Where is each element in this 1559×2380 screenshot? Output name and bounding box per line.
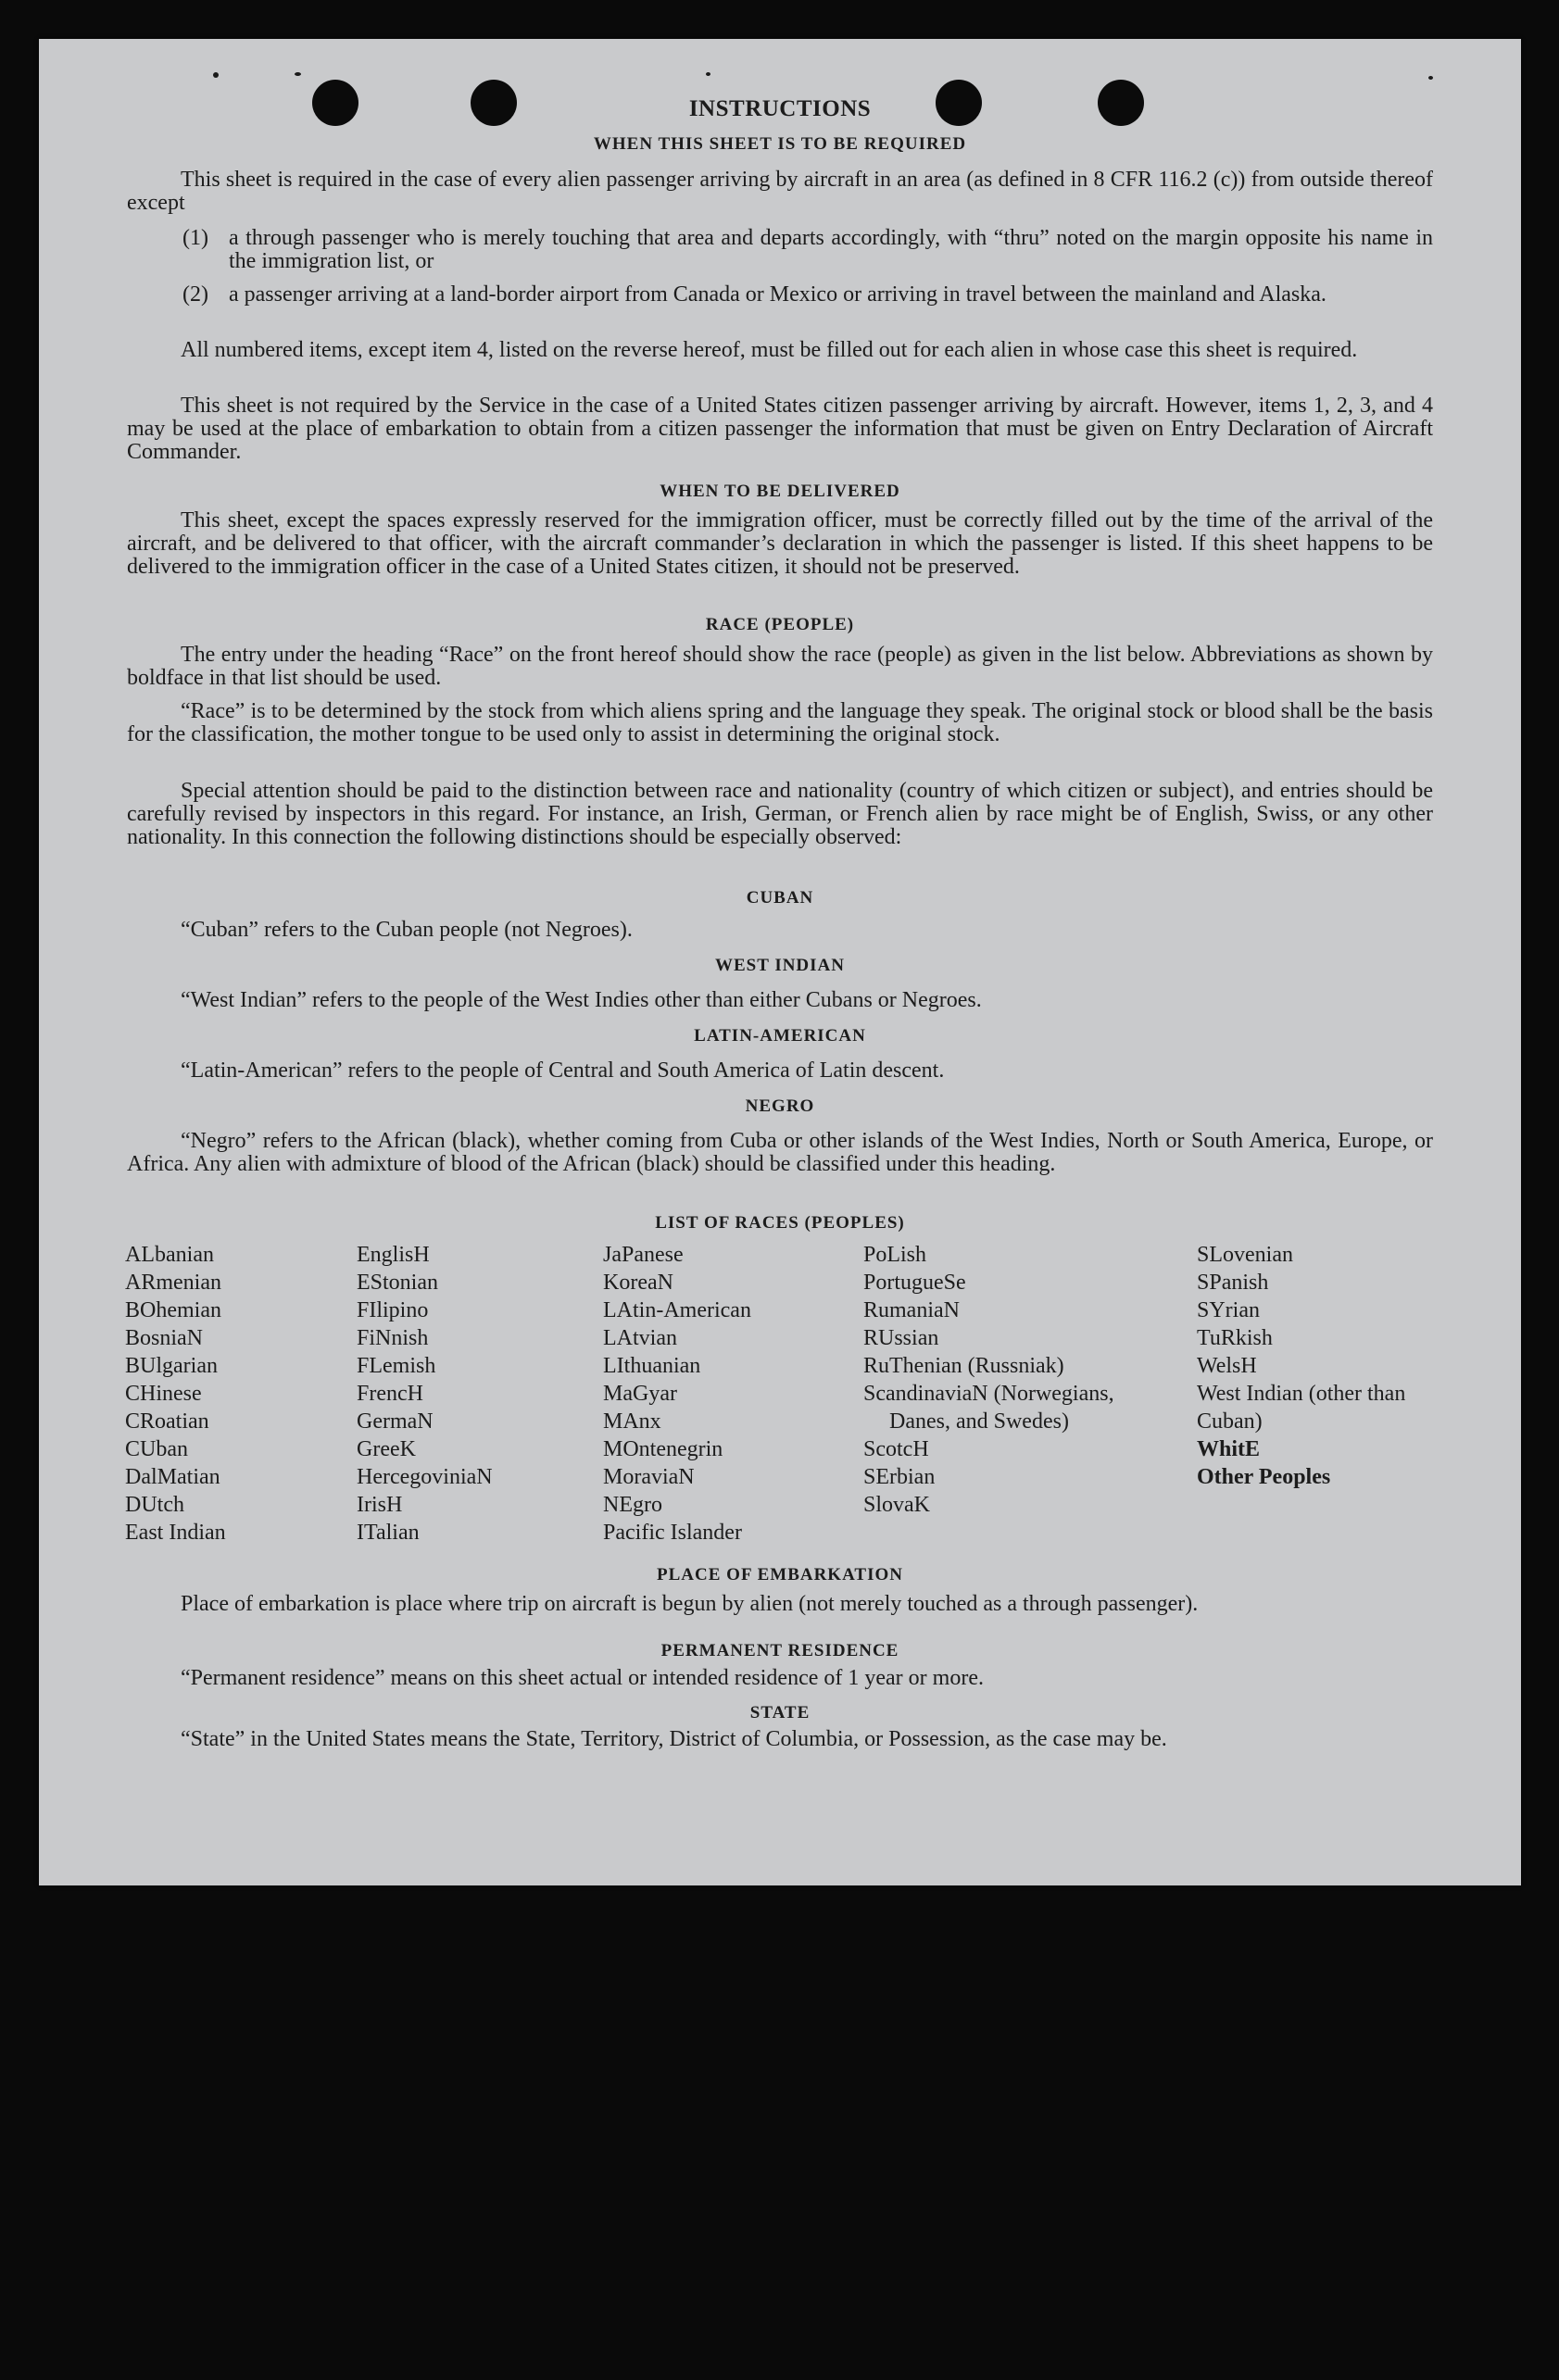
race-entry: BUlgarian [125, 1354, 218, 1378]
race-entry: DalMatian [125, 1465, 220, 1489]
west-indian-text: “West Indian” refers to the people of the West Indies other than either Cubans or Negroes. [181, 988, 982, 1012]
race-entry: SPanish [1197, 1271, 1269, 1295]
race-entry: WhitE [1197, 1437, 1261, 1461]
numbered-items-note: All numbered items, except item 4, listed on the reverse hereof, must be filled out for each alien in whose case this sheet is required. [181, 338, 1358, 362]
races-column-5 [1197, 1241, 1438, 1491]
heading-negro: NEGRO [745, 1096, 815, 1116]
scan-speck [1428, 76, 1433, 80]
residence-text: “Permanent residence” means on this sheet actual or intended residence of 1 year or more. [181, 1666, 984, 1690]
race-entry: GermaN [357, 1409, 434, 1434]
race-entry: EnglisH [357, 1243, 430, 1267]
exception-item-2-text: a passenger arriving at a land-border airport from Canada or Mexico or arriving in travel between the mainland and Alaska. [229, 282, 1326, 307]
race-entry: SLovenian [1197, 1243, 1293, 1267]
race-entry: GreeK [357, 1437, 416, 1461]
page-title: INSTRUCTIONS [688, 96, 872, 121]
race-entry: FiNnish [357, 1326, 429, 1350]
citizen-note: This sheet is not required by the Service in the case of a United States citizen passenger arriving by aircraft. However, items 1, 2, 3, and 4 may be used at the place of embarkation to obtain from a citizen passenger the information that must be given on Entry Declaration of Aircraft Commander. [127, 394, 1433, 464]
race-entry: CUban [125, 1437, 188, 1461]
race-entry: ITalian [357, 1521, 420, 1545]
race-paragraph-2: “Race” is to be determined by the stock from which aliens spring and the language they speak. The original stock or blood shall be the basis for the classification, the mother tongue to be used only to assist in determining the original stock. [127, 699, 1433, 746]
race-entry: Other Peoples [1197, 1465, 1331, 1489]
race-entry: SErbian [863, 1465, 936, 1489]
race-paragraph-1: The entry under the heading “Race” on the front hereof should show the race (people) as given in the list below. Abbreviations as shown by boldface in that list should be used. [127, 643, 1433, 690]
instruction-sheet [39, 39, 1521, 1885]
race-entry: MOntenegrin [603, 1437, 723, 1461]
race-entry: JaPanese [603, 1243, 684, 1267]
race-entry: FIlipino [357, 1298, 429, 1322]
race-entry: MAnx [603, 1409, 661, 1434]
race-entry: BosniaN [125, 1326, 203, 1350]
heading-cuban: CUBAN [746, 888, 814, 908]
race-entry: MoraviaN [603, 1465, 695, 1489]
race-entry: MaGyar [603, 1382, 677, 1406]
race-entry: CHinese [125, 1382, 202, 1406]
race-entry: SlovaK [863, 1493, 930, 1517]
race-entry: West Indian (other than Cuban) [1197, 1382, 1406, 1434]
section-heading-delivered: WHEN TO BE DELIVERED [660, 482, 900, 501]
exception-item-2-number: (2) [182, 282, 208, 307]
negro-text: “Negro” refers to the African (black), whether coming from Cuba or other islands of the West Indies, North or South America, Europe, or Africa. Any alien with admixture of blood of the African (black) should be classified under this heading. [127, 1129, 1433, 1176]
heading-state: STATE [749, 1703, 811, 1722]
scan-speck [295, 72, 301, 76]
section-heading-required: WHEN THIS SHEET IS TO BE REQUIRED [593, 134, 967, 154]
race-entry: Pacific Islander [603, 1521, 742, 1545]
race-entry: WelsH [1197, 1354, 1257, 1378]
heading-list-of-races: LIST OF RACES (PEOPLES) [655, 1213, 905, 1233]
race-entry: CRoatian [125, 1409, 209, 1434]
race-entry: LAtvian [603, 1326, 677, 1350]
race-paragraph-3: Special attention should be paid to the distinction between race and nationality (country of which citizen or subject), and entries should be carefully revised by inspectors in this regard. For instance, an Irish, German, or French alien by race might be of English, Swiss, or any other nationality. In this connection the following distinctions should be especially observed: [127, 779, 1433, 849]
race-entry: FrencH [357, 1382, 423, 1406]
exception-item-1-text: a through passenger who is merely touching that area and departs accordingly, with “thru” noted on the margin opposite his name in the immigration list, or [229, 226, 1433, 273]
races-column-1 [125, 1241, 347, 1547]
cuban-text: “Cuban” refers to the Cuban people (not Negroes). [181, 918, 633, 942]
state-text: “State” in the United States means the State, Territory, District of Columbia, or Possession, as the case may be. [181, 1727, 1167, 1751]
race-entry: DUtch [125, 1493, 184, 1517]
section-heading-race: RACE (PEOPLE) [705, 615, 855, 634]
scan-speck [706, 72, 710, 76]
heading-west-indian: WEST INDIAN [715, 956, 845, 975]
races-column-2 [357, 1241, 588, 1547]
race-entry: ALbanian [125, 1243, 214, 1267]
race-entry: BOhemian [125, 1298, 221, 1322]
race-entry: TuRkish [1197, 1326, 1273, 1350]
heading-latin-american: LATIN-AMERICAN [694, 1026, 866, 1046]
races-column-3 [603, 1241, 853, 1547]
race-entry: RUssian [863, 1326, 939, 1350]
race-entry: SYrian [1197, 1298, 1260, 1322]
race-entry: NEgro [603, 1493, 662, 1517]
race-entry: RuThenian (Russniak) [863, 1354, 1064, 1378]
race-entry: East Indian [125, 1521, 226, 1545]
race-entry: IrisH [357, 1493, 403, 1517]
race-entry: EStonian [357, 1271, 438, 1295]
exception-item-1-number: (1) [182, 226, 208, 250]
race-entry: FLemish [357, 1354, 436, 1378]
exception-item-1 [182, 226, 1433, 273]
race-entry: PoLish [863, 1243, 927, 1267]
scan-speck [213, 72, 219, 78]
race-entry: ScandinaviaN (Norwegians, Danes, and Swedes) [863, 1382, 1114, 1434]
race-entry: PortugueSe [863, 1271, 966, 1295]
race-entry: RumaniaN [863, 1298, 960, 1322]
race-entry: ARmenian [125, 1271, 221, 1295]
race-entry: LIthuanian [603, 1354, 701, 1378]
race-entry: KoreaN [603, 1271, 673, 1295]
races-column-4 [863, 1241, 1141, 1519]
latin-american-text: “Latin-American” refers to the people of Central and South America of Latin descent. [181, 1058, 945, 1083]
required-intro: This sheet is required in the case of every alien passenger arriving by aircraft in an area (as defined in 8 CFR 116.2 (c)) from outside thereof except [127, 168, 1433, 215]
delivered-text: This sheet, except the spaces expressly reserved for the immigration officer, must be correctly filled out by the time of the arrival of the aircraft, and be delivered to that officer, with the aircraft commander’s declaration in which the passenger is listed. If this sheet happens to be delivered to the immigration officer in the case of a United States citizen, it should not be preserved. [127, 508, 1433, 579]
embarkation-text: Place of embarkation is place where trip on aircraft is begun by alien (not merely touched as a through passenger). [181, 1592, 1199, 1616]
race-entry: LAtin-American [603, 1298, 751, 1322]
heading-permanent-residence: PERMANENT RESIDENCE [660, 1641, 899, 1660]
race-entry: ScotcH [863, 1437, 929, 1461]
race-entry: HercegoviniaN [357, 1465, 493, 1489]
exception-item-2 [182, 282, 1433, 307]
heading-place-of-embarkation: PLACE OF EMBARKATION [657, 1565, 903, 1585]
